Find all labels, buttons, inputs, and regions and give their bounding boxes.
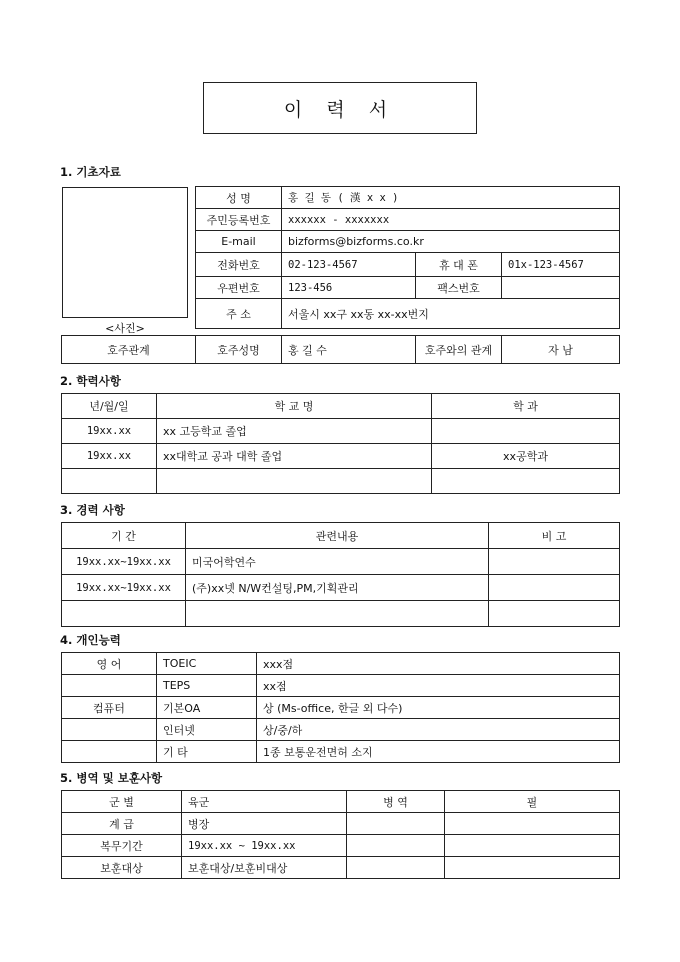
hoju-with-label: 호주와의 관계 bbox=[416, 336, 502, 364]
military-table bbox=[61, 790, 620, 879]
career-header: 비 고 bbox=[489, 523, 620, 549]
edu-header: 년/월/일 bbox=[62, 394, 157, 419]
edu-cell bbox=[157, 469, 432, 494]
career-cell bbox=[489, 575, 620, 601]
name-value: 홍 길 동 ( 漢 x x ) bbox=[282, 187, 620, 209]
address-value: 서울시 xx구 xx동 xx-xx번지 bbox=[282, 299, 620, 329]
rrn-value: xxxxxx - xxxxxxx bbox=[282, 209, 620, 231]
military-value: 필 bbox=[445, 791, 620, 813]
military-value bbox=[445, 857, 620, 879]
edu-cell: xx 고등학교 졸업 bbox=[157, 419, 432, 444]
career-header: 기 간 bbox=[62, 523, 186, 549]
section-basic-heading: 1. 기초자료 bbox=[60, 165, 121, 179]
career-cell bbox=[186, 601, 489, 627]
edu-cell bbox=[62, 469, 157, 494]
skill-category: 컴퓨터 bbox=[62, 697, 157, 719]
fax-label: 팩스번호 bbox=[416, 277, 502, 299]
career-cell: 미국어학연수 bbox=[186, 549, 489, 575]
edu-cell bbox=[432, 469, 620, 494]
section-career-heading: 3. 경력 사항 bbox=[60, 503, 125, 517]
basic-info-table bbox=[195, 186, 620, 329]
photo-box bbox=[62, 187, 188, 318]
military-value: 병장 bbox=[182, 813, 347, 835]
section-skills-heading: 4. 개인능력 bbox=[60, 633, 121, 647]
mobile-label: 휴 대 폰 bbox=[416, 253, 502, 277]
edu-cell: xx대학교 공과 대학 졸업 bbox=[157, 444, 432, 469]
rrn-label: 주민등록번호 bbox=[196, 209, 282, 231]
skill-item: TEPS bbox=[157, 675, 257, 697]
phone-value: 02-123-4567 bbox=[282, 253, 416, 277]
hoju-name-label: 호주성명 bbox=[196, 336, 282, 364]
skill-category: 영 어 bbox=[62, 653, 157, 675]
skill-value: 상 (Ms-office, 한글 외 다수) bbox=[257, 697, 620, 719]
mobile-value: 01x-123-4567 bbox=[502, 253, 620, 277]
edu-cell bbox=[432, 419, 620, 444]
military-value bbox=[347, 835, 445, 857]
career-cell bbox=[489, 601, 620, 627]
military-value: 육군 bbox=[182, 791, 347, 813]
military-value bbox=[347, 857, 445, 879]
military-value bbox=[445, 813, 620, 835]
skill-item: 인터넷 bbox=[157, 719, 257, 741]
career-cell: (주)xx넷 N/W컨설팅,PM,기획관리 bbox=[186, 575, 489, 601]
document-title: 이 력 서 bbox=[203, 82, 477, 134]
edu-header: 학 과 bbox=[432, 394, 620, 419]
photo-label: <사진> bbox=[105, 322, 145, 335]
skills-table bbox=[61, 652, 620, 763]
career-cell: 19xx.xx~19xx.xx bbox=[62, 549, 186, 575]
skill-value: 1종 보통운전면허 소지 bbox=[257, 741, 620, 763]
military-label: 병 역 bbox=[347, 791, 445, 813]
skill-category bbox=[62, 719, 157, 741]
career-cell bbox=[62, 601, 186, 627]
skill-item: TOEIC bbox=[157, 653, 257, 675]
hoju-table bbox=[61, 335, 620, 364]
skill-value: xxx점 bbox=[257, 653, 620, 675]
zip-label: 우편번호 bbox=[196, 277, 282, 299]
edu-cell: 19xx.xx bbox=[62, 444, 157, 469]
military-value: 보훈대상/보훈비대상 bbox=[182, 857, 347, 879]
section-military-heading: 5. 병역 및 보훈사항 bbox=[60, 771, 163, 785]
skill-value: 상/중/하 bbox=[257, 719, 620, 741]
military-label: 복무기간 bbox=[62, 835, 182, 857]
email-label: E-mail bbox=[196, 231, 282, 253]
skill-category bbox=[62, 675, 157, 697]
section-education-heading: 2. 학력사항 bbox=[60, 374, 121, 388]
career-header: 관련내용 bbox=[186, 523, 489, 549]
skill-value: xx점 bbox=[257, 675, 620, 697]
edu-cell: 19xx.xx bbox=[62, 419, 157, 444]
hoju-name-value: 홍 길 수 bbox=[282, 336, 416, 364]
military-value bbox=[445, 835, 620, 857]
name-label: 성 명 bbox=[196, 187, 282, 209]
military-label: 보훈대상 bbox=[62, 857, 182, 879]
fax-value bbox=[502, 277, 620, 299]
hoju-relation-label: 호주관계 bbox=[62, 336, 196, 364]
phone-label: 전화번호 bbox=[196, 253, 282, 277]
career-cell: 19xx.xx~19xx.xx bbox=[62, 575, 186, 601]
hoju-with-value: 자 남 bbox=[502, 336, 620, 364]
edu-cell: xx공학과 bbox=[432, 444, 620, 469]
military-label: 군 별 bbox=[62, 791, 182, 813]
edu-header: 학 교 명 bbox=[157, 394, 432, 419]
skill-category bbox=[62, 741, 157, 763]
military-value: 19xx.xx ~ 19xx.xx bbox=[182, 835, 347, 857]
military-label: 계 급 bbox=[62, 813, 182, 835]
career-cell bbox=[489, 549, 620, 575]
education-table bbox=[61, 393, 620, 494]
skill-item: 기본OA bbox=[157, 697, 257, 719]
skill-item: 기 타 bbox=[157, 741, 257, 763]
email-value: bizforms@bizforms.co.kr bbox=[282, 231, 620, 253]
zip-value: 123-456 bbox=[282, 277, 416, 299]
military-value bbox=[347, 813, 445, 835]
career-table bbox=[61, 522, 620, 627]
address-label: 주 소 bbox=[196, 299, 282, 329]
